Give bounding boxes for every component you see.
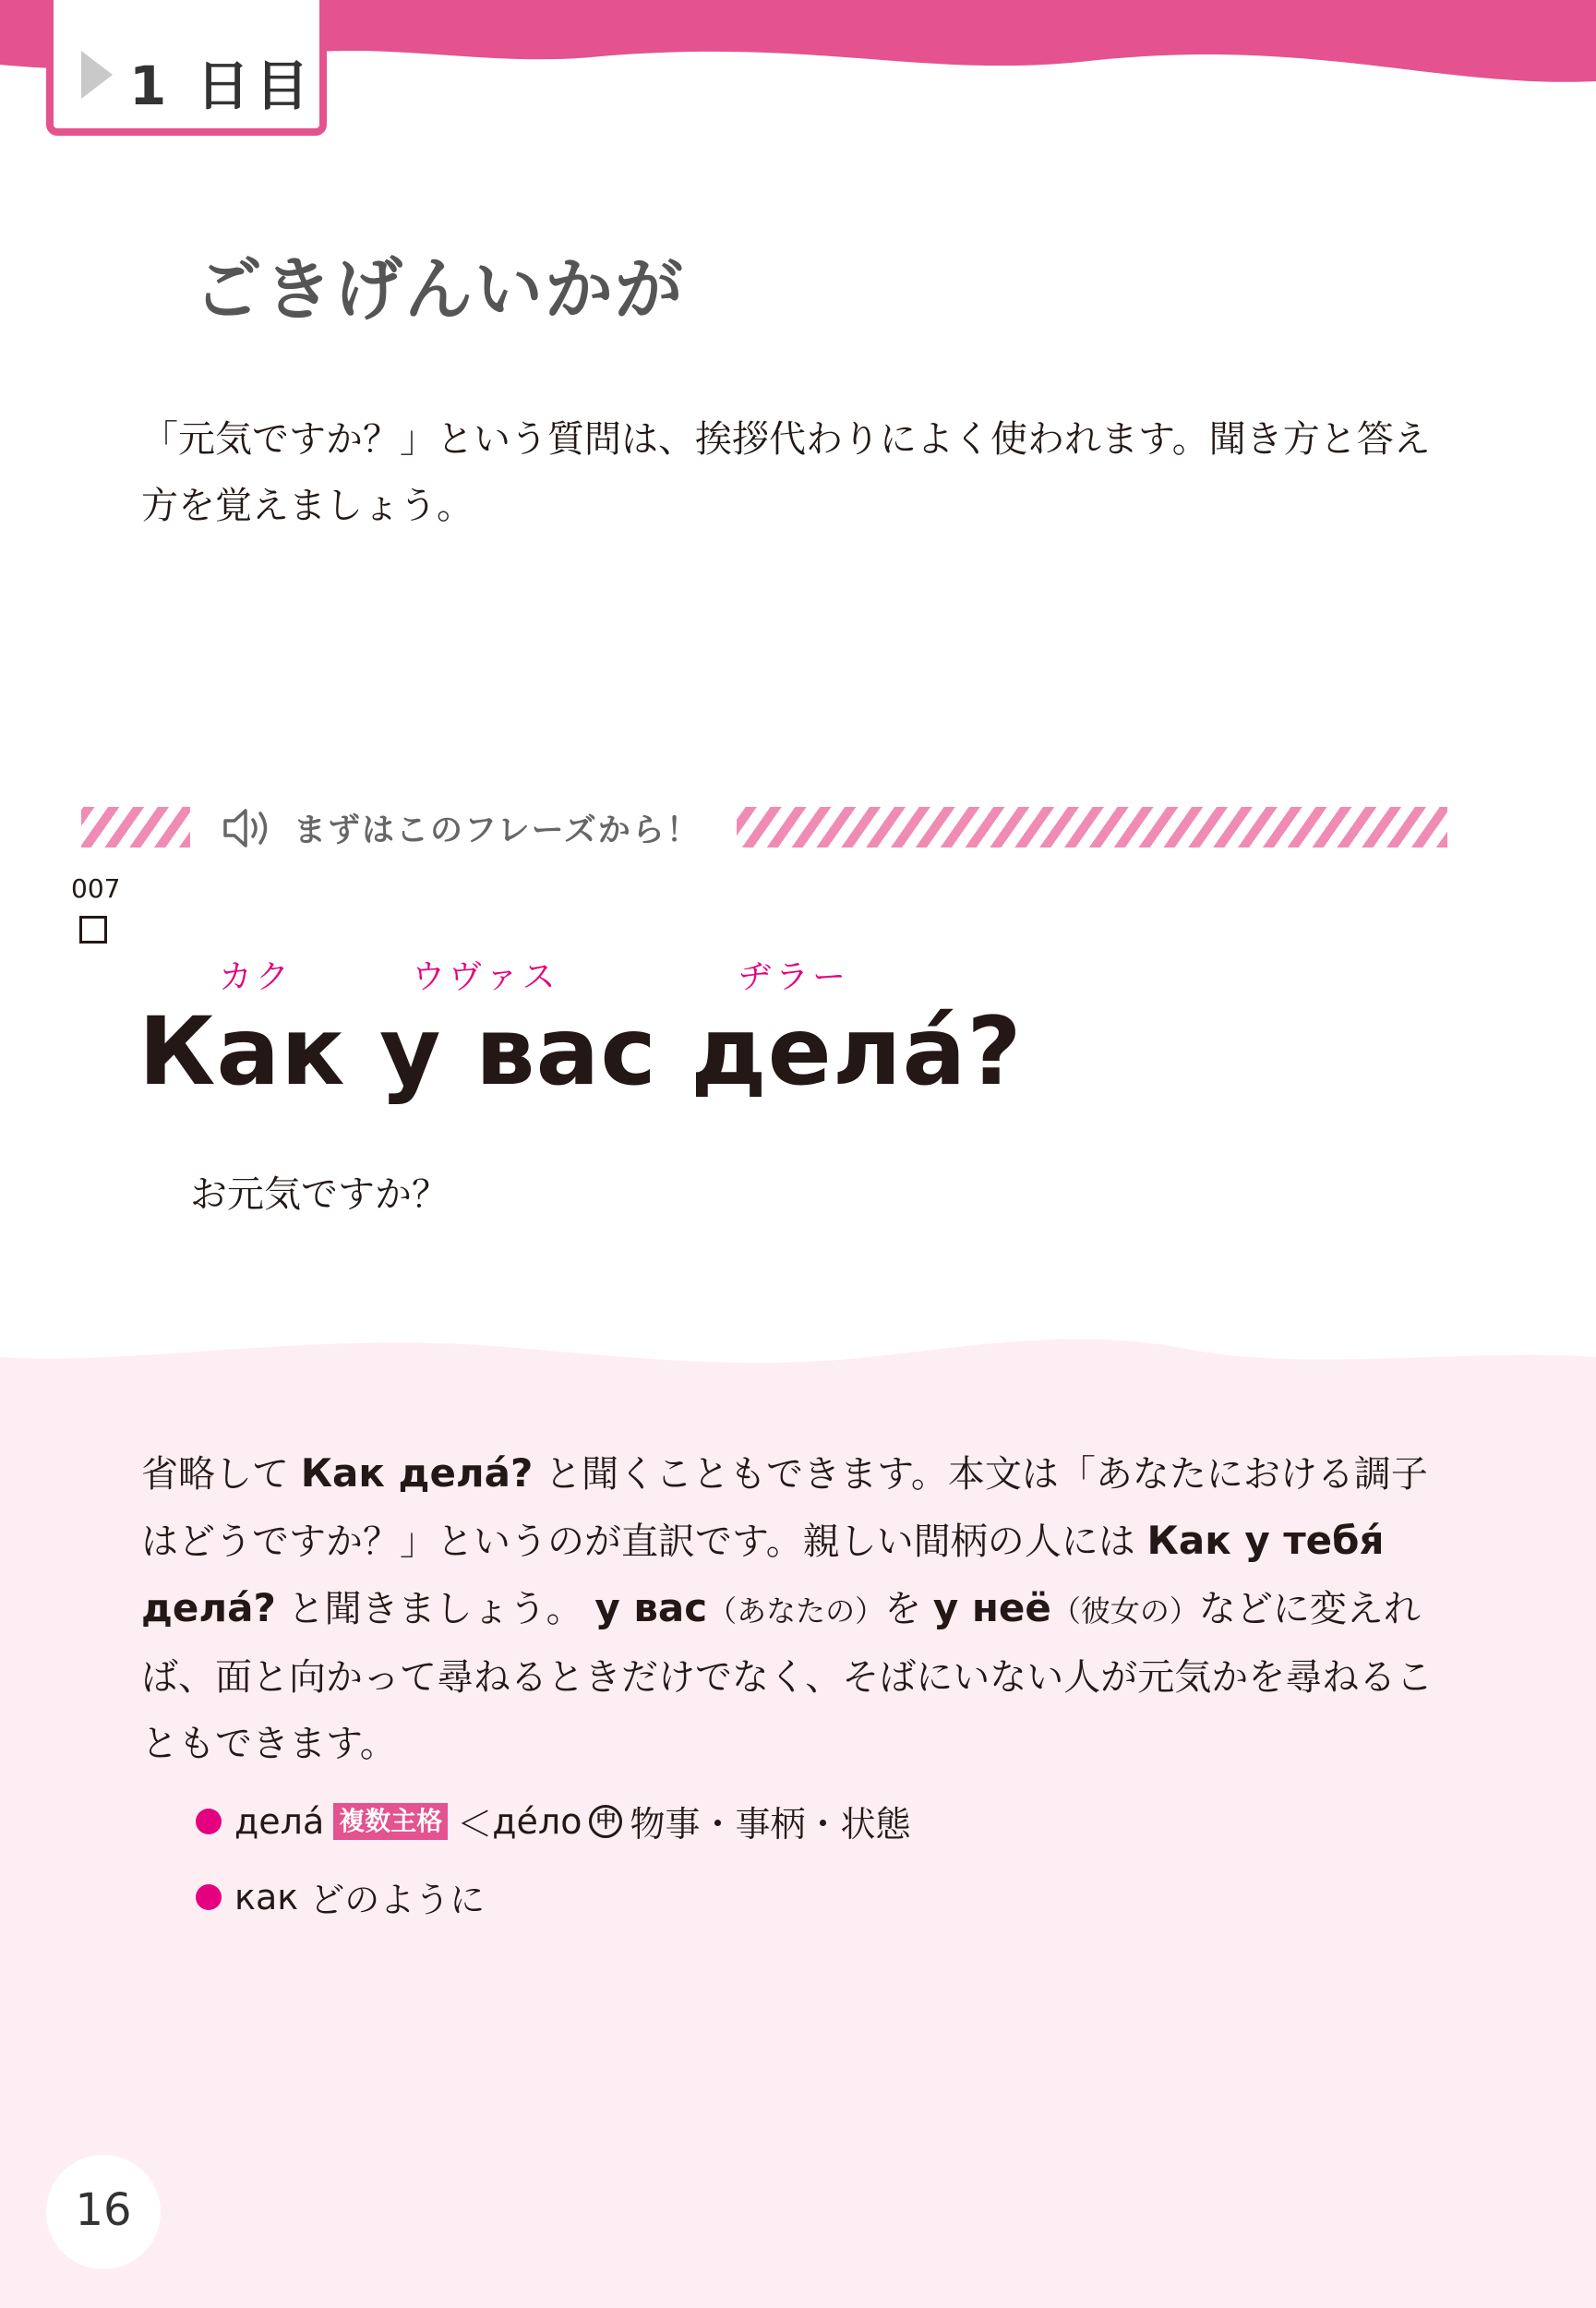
lesson-intro: 「元気ですか？」という質問は、挨拶代わりによく使われます。聞き方と答え方を覚えましょう。 xyxy=(141,418,1431,527)
explanation-russian: у неё xyxy=(932,1585,1051,1630)
explanation-gloss: （あなたの） xyxy=(707,1593,885,1629)
page-number: 16 xyxy=(75,2184,132,2236)
vocab-word: дела́ xyxy=(234,1800,325,1842)
play-triangle-icon xyxy=(81,51,113,99)
phrase-lead: まずはこのフレーズから！ xyxy=(294,812,701,849)
explanation-russian: у вас xyxy=(594,1585,708,1630)
explanation-text: と聞きましょう。 xyxy=(287,1588,583,1630)
grammar-tag: 複数主格 xyxy=(333,1803,448,1840)
ruby-reading: ウヴァス xyxy=(412,958,559,996)
ruby-reading: ヂラー xyxy=(738,958,850,996)
decorative-stripes-left xyxy=(81,807,190,847)
lesson-title: ごきげんいかが xyxy=(194,250,685,330)
gender-badge: 中 xyxy=(589,1805,622,1838)
bullet-icon xyxy=(196,1809,222,1834)
explanation-text: などに変えれば、面と向かって尋ねるときだけでなく、そばにいない人が元気かを尋ねることもできます。 xyxy=(141,1588,1434,1765)
audio-track-number: 007 xyxy=(71,873,121,904)
day-label: 1 日目 xyxy=(129,54,315,117)
vocab-word: как xyxy=(234,1876,299,1917)
explanation-paragraph xyxy=(141,1440,1434,1777)
day-tab xyxy=(46,0,327,136)
explanation-text: 省略して xyxy=(141,1453,289,1496)
vocab-item xyxy=(196,1796,910,1846)
russian-phrase: Как у вас дела́? xyxy=(138,997,1023,1107)
speaker-icon xyxy=(222,805,277,851)
explanation-gloss: （彼女の） xyxy=(1050,1593,1199,1629)
bullet-icon xyxy=(196,1884,222,1910)
vocab-meaning: 物事・事柄・状態 xyxy=(630,1804,911,1845)
decorative-stripes-right xyxy=(737,807,1447,847)
explanation-text: を xyxy=(884,1588,922,1630)
study-checkbox[interactable] xyxy=(79,916,107,944)
vocab-meaning: どのように xyxy=(309,1880,486,1920)
vocab-item xyxy=(196,1871,485,1922)
explanation-russian: Как у тебя́ дела́? xyxy=(141,1518,1385,1630)
vocab-symbol: ＜ xyxy=(457,1804,493,1845)
explanation-russian: Как дела́? xyxy=(300,1450,534,1496)
explanation-text: と聞くこともできます。本文は「あなたにおける調子はどうですか？」というのが直訳です。親しい間柄の人には xyxy=(141,1453,1428,1563)
phrase-translation: お元気ですか？ xyxy=(190,1173,449,1216)
ruby-reading: カク xyxy=(219,958,294,996)
vocab-base-form: де́ло xyxy=(492,1800,582,1842)
